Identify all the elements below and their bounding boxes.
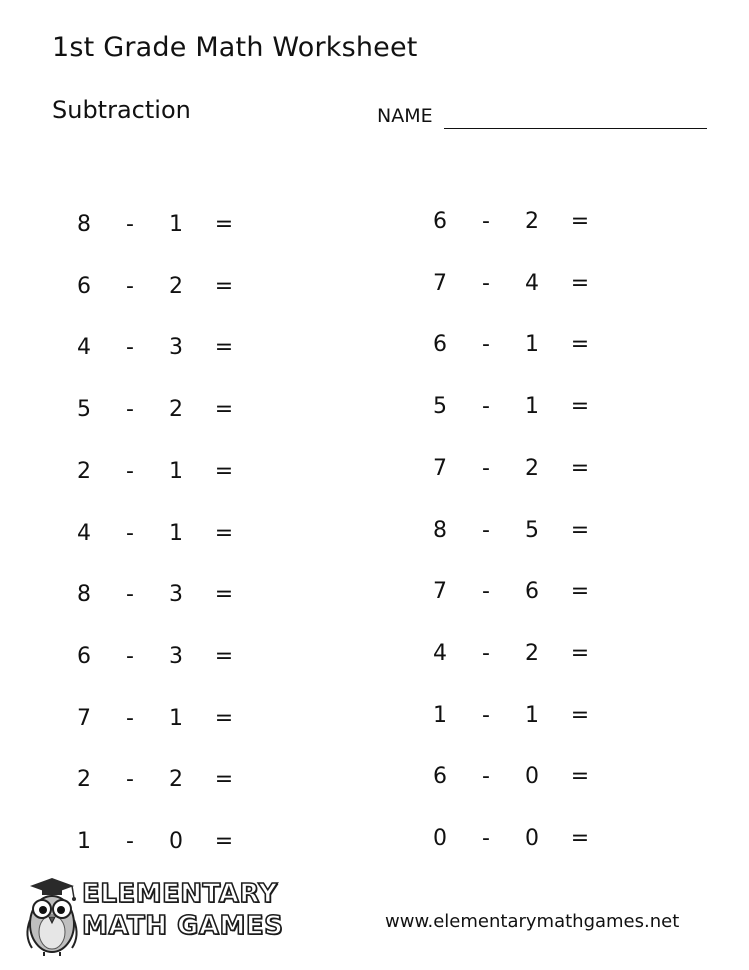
subtrahend: 1: [169, 212, 183, 237]
minus-sign: -: [126, 458, 134, 484]
minuend: 6: [77, 273, 91, 299]
minuend: 6: [433, 332, 447, 358]
minus-sign: -: [126, 705, 134, 731]
minuend: 1: [77, 829, 91, 854]
minuend: 0: [433, 826, 447, 851]
subtrahend: 1: [169, 705, 183, 731]
equals-sign: =: [570, 209, 590, 234]
equals-sign: =: [570, 702, 590, 728]
equals-sign: =: [214, 397, 234, 423]
subtrahend: 2: [525, 455, 539, 481]
equals-sign: =: [570, 332, 590, 358]
equals-sign: =: [214, 643, 234, 669]
minuend: 2: [77, 767, 91, 793]
subtrahend: 2: [169, 767, 183, 793]
equals-sign: =: [570, 394, 590, 420]
equals-sign: =: [214, 335, 234, 361]
minus-sign: -: [126, 520, 134, 546]
minus-sign: -: [126, 397, 134, 423]
minus-sign: -: [482, 640, 490, 666]
minus-sign: -: [482, 209, 490, 234]
minuend: 5: [77, 397, 91, 423]
subtrahend: 2: [169, 273, 183, 299]
minuend: 7: [433, 270, 447, 296]
equals-sign: =: [570, 517, 590, 543]
equals-sign: =: [214, 273, 234, 299]
equals-sign: =: [570, 579, 590, 605]
minus-sign: -: [482, 764, 490, 790]
equals-sign: =: [570, 640, 590, 666]
minuend: 4: [77, 520, 91, 546]
page-title: 1st Grade Math Worksheet: [52, 32, 418, 63]
minus-sign: -: [126, 643, 134, 669]
subtrahend: 3: [169, 643, 183, 669]
minus-sign: -: [126, 582, 134, 608]
minus-sign: -: [126, 335, 134, 361]
minuend: 4: [77, 335, 91, 361]
subtrahend: 1: [525, 702, 539, 728]
minuend: 5: [433, 394, 447, 420]
equals-sign: =: [214, 582, 234, 608]
logo-text: [82, 878, 283, 942]
website-url: www.elementarymathgames.net: [385, 911, 680, 932]
minuend: 8: [77, 582, 91, 608]
minus-sign: -: [126, 767, 134, 793]
subtrahend: 3: [169, 335, 183, 361]
minuend: 7: [77, 705, 91, 731]
name-label: NAME: [377, 105, 433, 127]
minuend: 8: [77, 212, 91, 237]
minus-sign: -: [482, 702, 490, 728]
minuend: 6: [433, 209, 447, 234]
equals-sign: =: [214, 829, 234, 854]
equals-sign: =: [570, 764, 590, 790]
minus-sign: -: [126, 212, 134, 237]
subtrahend: 0: [169, 829, 183, 854]
subtrahend: 0: [525, 764, 539, 790]
subtrahend: 3: [169, 582, 183, 608]
minuend: 2: [77, 458, 91, 484]
minus-sign: -: [126, 273, 134, 299]
logo-line-2: MATH GAMES: [82, 911, 284, 941]
equals-sign: =: [214, 458, 234, 484]
equals-sign: =: [214, 705, 234, 731]
subtrahend: 2: [169, 397, 183, 423]
minuend: 7: [433, 579, 447, 605]
equals-sign: =: [570, 826, 590, 851]
worksheet-subtitle: Subtraction: [52, 96, 191, 124]
subtrahend: 6: [525, 579, 539, 605]
equals-sign: =: [570, 270, 590, 296]
minus-sign: -: [482, 517, 490, 543]
subtrahend: 1: [169, 520, 183, 546]
equals-sign: =: [214, 520, 234, 546]
subtrahend: 2: [525, 640, 539, 666]
minus-sign: -: [482, 455, 490, 481]
owl-icon: [22, 876, 82, 956]
logo: [22, 876, 284, 956]
minuend: 6: [433, 764, 447, 790]
minuend: 4: [433, 640, 447, 666]
subtrahend: 5: [525, 517, 539, 543]
minus-sign: -: [482, 270, 490, 296]
minus-sign: -: [126, 829, 134, 854]
subtrahend: 0: [525, 826, 539, 851]
minuend: 7: [433, 455, 447, 481]
minus-sign: -: [482, 332, 490, 358]
minuend: 6: [77, 643, 91, 669]
subtrahend: 1: [525, 332, 539, 358]
logo-line-1: ELEMENTARY: [82, 879, 278, 909]
minus-sign: -: [482, 826, 490, 851]
minus-sign: -: [482, 394, 490, 420]
minuend: 8: [433, 517, 447, 543]
subtrahend: 1: [525, 394, 539, 420]
equals-sign: =: [214, 212, 234, 237]
subtrahend: 4: [525, 270, 539, 296]
equals-sign: =: [570, 455, 590, 481]
minuend: 1: [433, 702, 447, 728]
subtrahend: 1: [169, 458, 183, 484]
subtrahend: 2: [525, 209, 539, 234]
equals-sign: =: [214, 767, 234, 793]
minus-sign: -: [482, 579, 490, 605]
